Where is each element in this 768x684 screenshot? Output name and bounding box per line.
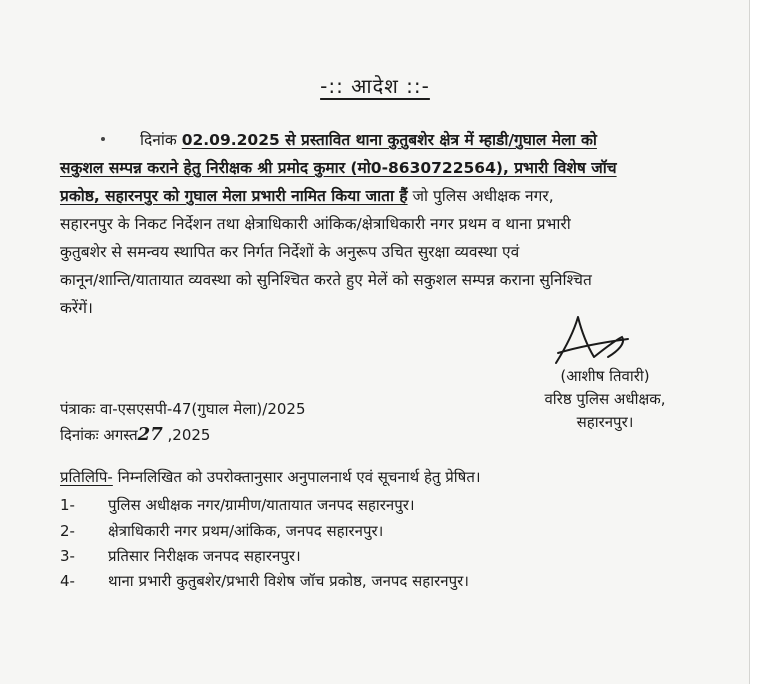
copy-item: 4- थाना प्रभारी कुतुबशेर/प्रभारी विशेष जॉच प्रकोष्ठ, जनपद सहारनपुर।: [60, 572, 469, 590]
order-line-1: दिनांक 02.09.2025 से प्रस्तावित थाना कुतुबशेर क्षेत्र में म्हाडी/गुघाल मेला को: [140, 131, 597, 149]
order-line-5: कुतुबशेर से समन्वय स्थापित कर निर्गत निर्देशों के अनुरूप उचित सुरक्षा व्यवस्था एवं: [60, 243, 520, 261]
order-line-4: सहारनपुर के निकट निर्देशन तथा क्षेत्राधिकारी आंकिक/क्षेत्राधिकारी नगर प्रथम व थाना प्रभारी: [60, 215, 571, 233]
order-line-3: प्रकोष्ठ, सहारनपुर को गुघाल मेला प्रभारी नामित किया जाता हैं जो पुलिस अधीक्षक नगर,: [60, 187, 554, 205]
letter-date: दिनांकः अगस्त27 ,2025: [60, 424, 211, 445]
signatory-name: (आशीष तिवारी): [560, 367, 650, 385]
copy-item: 3- प्रतिसार निरीक्षक जनपद सहारनपुर।: [60, 547, 301, 565]
copy-item: 1- पुलिस अधीक्षक नगर/ग्रामीण/यातायात जनपद सहारनपुर।: [60, 496, 415, 514]
handwritten-day: 27: [137, 424, 163, 445]
signature-icon: [548, 313, 636, 373]
signatory-place: सहारनपुर।: [576, 413, 634, 431]
pen-mark: [101, 137, 105, 141]
signature-block: [530, 365, 680, 434]
signatory-designation: वरिष्ठ पुलिस अधीक्षक,: [544, 390, 666, 408]
page-edge: [750, 0, 768, 684]
copy-item: 2- क्षेत्राधिकारी नगर प्रथम/आंकिक, जनपद सहारनपुर।: [60, 522, 384, 540]
copy-heading: प्रतिलिपि- निम्नलिखित को उपरोक्तानुसार अनुपालनार्थ एवं सूचनार्थ हेतु प्रेषित।: [60, 468, 481, 486]
order-line-7: करेंगें।: [60, 299, 93, 317]
order-title: -:: आदेश ::-: [320, 74, 430, 98]
order-line-6: कानून/शान्ति/यातायात व्यवस्था को सुनिश्चित करते हुए मेलें को सकुशल सम्पन्न कराना सुनिश्चित: [60, 271, 592, 289]
order-line-2: सकुशल सम्पन्न कराने हेतु निरीक्षक श्री प्रमोद कुमार (मो0-8630722564), प्रभारी विशेष जॉच: [60, 159, 617, 177]
letter-number: पंत्राकः वा-एसएसपी-47(गुघाल मेला)/2025: [60, 400, 306, 418]
